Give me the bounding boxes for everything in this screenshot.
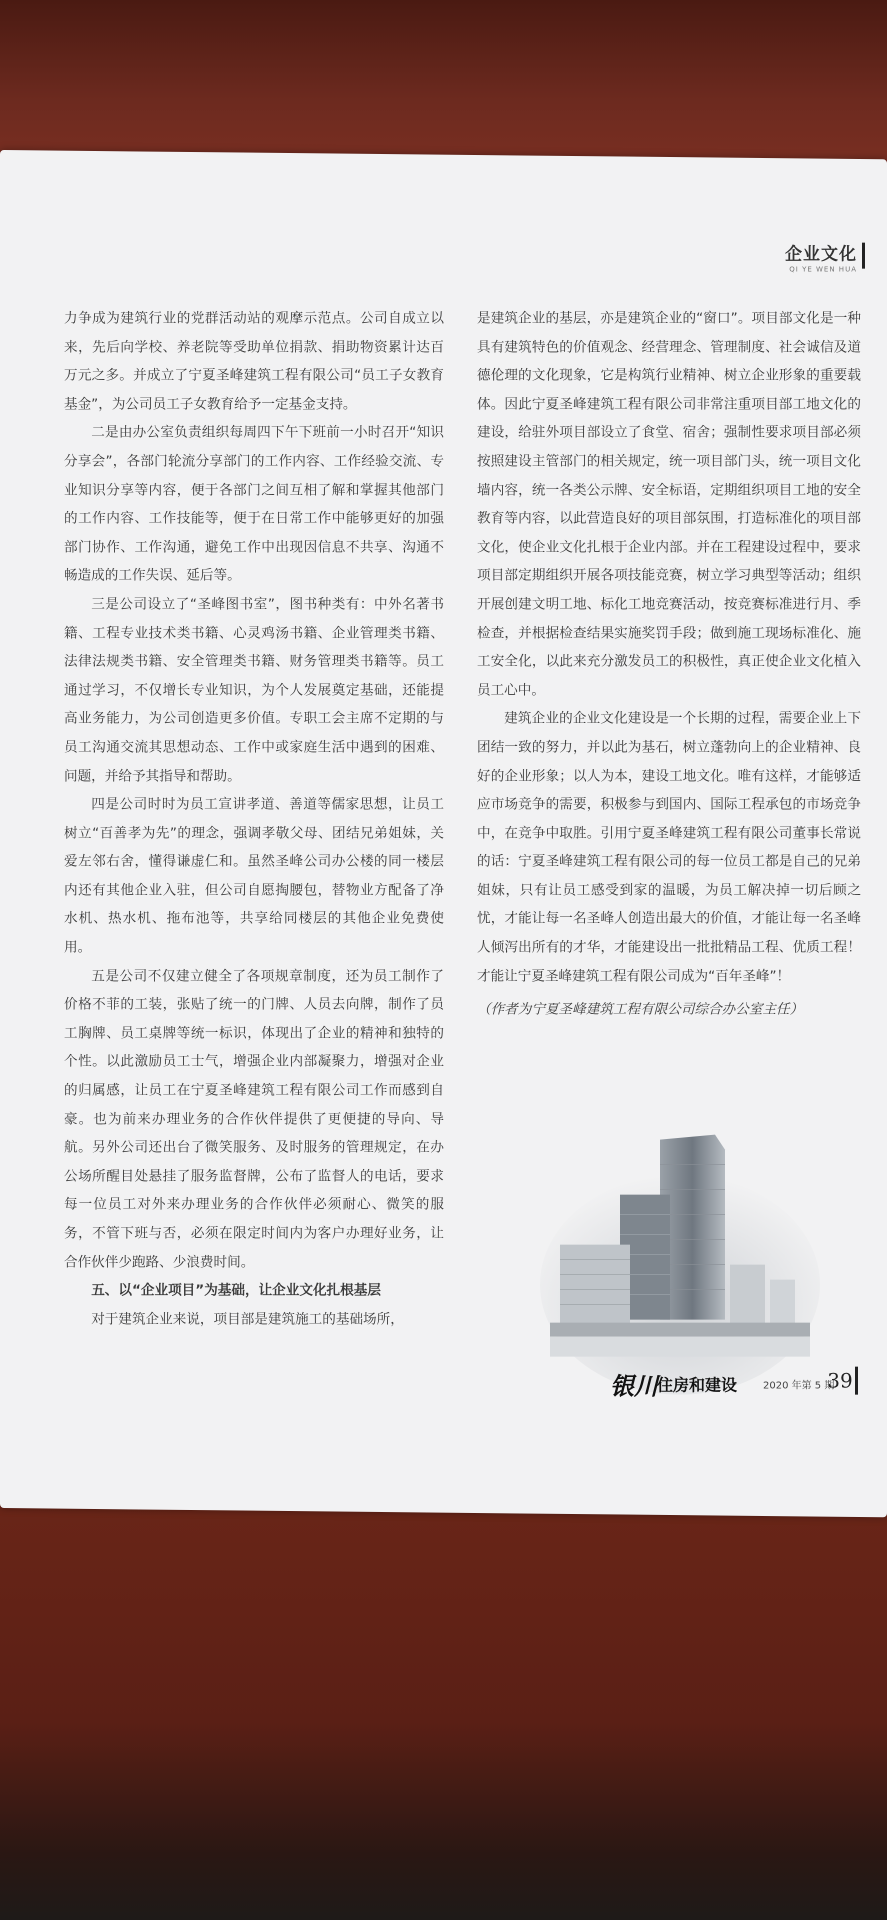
section-header <box>785 240 857 274</box>
page-footer <box>610 1367 860 1401</box>
desk-background-top <box>0 0 887 170</box>
paragraph: 对于建筑企业来说，项目部是建筑施工的基础场所， <box>91 1311 404 1328</box>
page-number: 39 <box>825 1367 858 1395</box>
paragraph: 二是由办公室负责组织每周四下午下班前一小时召开“知识分享会”，各部门轮流分享部门的工作内容、工作经验交流、专业知识分享等内容，便于各部门之间互相了解和掌握其他部门的工作内容、工作技能等，便于在日常工作中能够更好的加强部门协作、工作沟通，避免工作中出现因信息不共享、沟通不畅造成的工作失误、延后等。 <box>64 425 444 584</box>
right-column <box>477 305 861 1021</box>
section-title: 企业文化 <box>785 244 857 265</box>
paragraph: 力争成为建筑行业的党群活动站的观摩示范点。公司自成立以来，先后向学校、养老院等受助单位捐款、捐助物资累计达百万元之多。并成立了宁夏圣峰建筑工程有限公司“员工子女教育基金”，为公司员工子女教育给予一定基金支持。 <box>64 310 444 413</box>
building-illustration <box>540 1095 820 1395</box>
paragraph: 建筑企业的企业文化建设是一个长期的过程，需要企业上下团结一致的努力，并以此为基石，树立蓬勃向上的企业精神、良好的企业形象；以人为本，建设工地文化。唯有这样，才能够适应市场竞争的需要，积极参与到国内、国际工程承包的市场竞争中，在竞争中取胜。引用宁夏圣峰建筑工程有限公司董事长常说的话：宁夏圣峰建筑工程有限公司的每一位员工都是自己的兄弟姐妹，只有让员工感受到家的温暖，为员工解决掉一切后顾之忧，才能让每一名圣峰人创造出最大的价值，才能让每一名圣峰人倾泻出所有的才华，才能建设出一批批精品工程、优质工程！才能让宁夏圣峰建筑工程有限公司成为“百年圣峰”！ <box>477 710 861 985</box>
section-pinyin: QI YE WEN HUA <box>789 265 857 274</box>
paragraph: 五是公司不仅建立健全了各项规章制度，还为员工制作了价格不菲的工装，张贴了统一的门牌、人员去向牌，制作了员工胸牌、员工桌牌等统一标识，体现出了企业的精神和独特的个性。以此激励员工士气，增强企业内部凝聚力，增强对企业的归属感，让员工在宁夏圣峰建筑工程有限公司工作而感到自豪。也为前来办理业务的合作伙伴提供了更便捷的导向、导航。另外公司还出台了微笑服务、及时服务的管理规定，在办公场所醒目处悬挂了服务监督牌，公布了监督人的电话，要求每一位员工对外来办理业务的合作伙伴必须耐心、微笑的服务，不管下班与否，必须在限定时间内为客户办理好业务，让合作伙伴少跑路、少浪费时间。 <box>64 968 444 1271</box>
author-note: （作者为宁夏圣峰建筑工程有限公司综合办公室主任） <box>477 1001 804 1018</box>
paragraph: 是建筑企业的基层，亦是建筑企业的“窗口”。项目部文化是一种具有建筑特色的价值观念、经营理念、管理制度、社会诚信及道德伦理的文化现象，它是构筑行业精神、树立企业形象的重要载体。因此宁夏圣峰建筑工程有限公司非常注重项目部工地文化的建设，给驻外项目部设立了食堂、宿舍；强制性要求项目部必须按照建设主管部门的相关规定，统一项目部门头，统一项目文化墙内容，统一各类公示牌、安全标语，定期组织项目工地的安全教育等内容，以此营造良好的项目部氛围，打造标准化的项目部文化，使企业文化扎根于企业内部。并在工程建设过程中，要求项目部定期组织开展各项技能竞赛，树立学习典型等活动；组织开展创建文明工地、标化工地竞赛活动，按竞赛标准进行月、季检查，并根据检查结果实施奖罚手段；做到施工现场标准化、施工安全化，以此来充分激发员工的积极性，真正使企业文化植入员工心中。 <box>477 310 861 699</box>
section-heading: 五、以“企业项目”为基础，让企业文化扎根基层 <box>91 1282 381 1299</box>
magazine-logo: 银川 <box>610 1372 658 1401</box>
magazine-name: 住房和建设 <box>657 1375 738 1395</box>
desk-background-bottom <box>0 1480 887 1920</box>
paragraph: 四是公司时时为员工宣讲孝道、善道等儒家思想，让员工树立“百善孝为先”的理念，强调孝敬父母、团结兄弟姐妹，关爱左邻右舍，懂得谦虚仁和。虽然圣峰公司办公楼的同一楼层内还有其他企业入驻，但公司自愿掏腰包，替物业方配备了净水机、热水机、拖布池等，共享给同楼层的其他企业免费使用。 <box>64 796 444 956</box>
paragraph: 三是公司设立了“圣峰图书室”，图书种类有：中外名著书籍、工程专业技术类书籍、心灵鸡汤书籍、企业管理类书籍、法律法规类书籍、安全管理类书籍、财务管理类书籍等。员工通过学习，不仅增长专业知识，为个人发展奠定基础，还能提高业务能力，为公司创造更多价值。专职工会主席不定期的与员工沟通交流其思想动态、工作中或家庭生活中遇到的困难、问题，并给予其指导和帮助。 <box>64 596 444 785</box>
magazine-page <box>0 150 887 1517</box>
section-bar <box>862 243 865 269</box>
podium <box>560 1245 630 1325</box>
issue-label: 2020 年第 5 期 <box>763 1380 835 1392</box>
left-column <box>64 305 444 1334</box>
